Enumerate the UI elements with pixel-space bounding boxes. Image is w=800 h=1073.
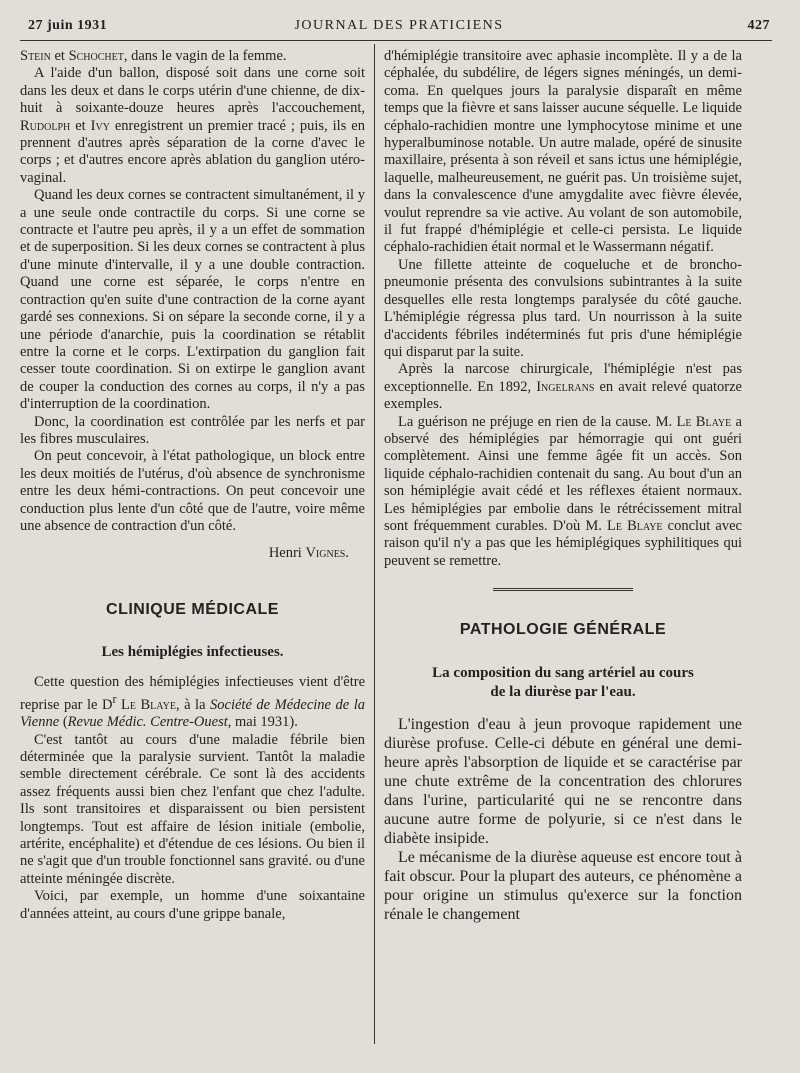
page-number: 427: [747, 18, 770, 33]
section-title: CLINIQUE MÉDICALE: [106, 600, 279, 618]
left-column: [20, 48, 365, 923]
author-name: Le Blaye: [607, 517, 663, 534]
text-run: enregistrent un premier tracé ; puis, ils en prennent d'autres après séparation de la corne d'avec le corps ; et d'autres encore après ablation du ganglion utéro-vaginal.: [20, 117, 365, 186]
text-run: en avait relevé quatorze exemples.: [384, 378, 742, 413]
column-rule: [374, 44, 375, 1044]
author-name: Schochet: [68, 48, 124, 64]
text-run: Cette question des hémiplégies infectieuses vient d'être reprise par le D: [20, 673, 365, 713]
author-name: Le Blaye: [676, 413, 732, 430]
paragraph: Donc, la coordination est contrôlée par les nerfs et par les fibres musculaires.: [20, 413, 365, 447]
header-rule: [20, 40, 772, 41]
paragraph: [20, 674, 365, 732]
superscript: r: [112, 692, 117, 706]
text-run: a observé des hémiplégies par hémorragie qui ont guéri complètement. Ainsi une femme âgée fit un accès. Son liquide céphalo-rachidien contenait du sang. Au bout d'un an son hémiplégie avait cédé et les réflexes étaient normaux. Les hémiplégies par embolie dans le rétrécissement mitral sont fréquemment curables. D'où M.: [384, 413, 742, 534]
paragraph: Une fillette atteinte de coqueluche et de broncho-pneumonie présenta des convulsions subintrantes à la suite desquelles elle resta longtemps paralysée du côté gauche. L'hémiplégie régressa plus tard. Un nourrisson à la suite d'accidents fébriles indéterminés fut pris d'une hémiplégie qui disparut par la suite.: [384, 256, 742, 360]
signature-end: .: [345, 545, 349, 562]
section-separator: [493, 588, 633, 593]
article-title: Les hémiplégies infectieuses.: [101, 644, 284, 661]
article-title: de la diurèse par l'eau.: [490, 684, 636, 700]
paragraph: C'est tantôt au cours d'une maladie fébrile bien déterminée que la paralysie survient. Tantôt la maladie semble directement cérébrale. Ce sont là des accidents assez fréquents aussi bien chez l'enfant que chez l'adulte. Ils sont transitoires et disparaissent ou bien persistent longtemps. Tout est affaire de lésion initiale (embolie, artérite, encéphalite) et d'étendue de ces lésions. Ou bien il ne s'agit que d'un trouble fonctionnel sans gravité. ou d'une atteinte méningée discrète.: [20, 731, 365, 887]
text-run: , dans le vagin de la femme.: [123, 48, 287, 64]
right-column: [384, 48, 742, 924]
paragraph: [384, 361, 742, 413]
author-name: Stein: [20, 48, 51, 64]
text-run: conclut avec raison qu'il n'y a pas que les hémiplégiques syphilitiques qui peuvent se remettre.: [384, 517, 742, 569]
paragraph: d'hémiplégie transitoire avec aphasie incomplète. Il y a de la céphalée, du subdélire, de légers signes méningés, un demi-coma. En quelques jours la paralysie disparaît en même temps que la fièvre et sans laisser aucune séquelle. Le liquide céphalo-rachidien montre une lymphocytose minime et une hyperalbuminose notable. Un autre malade, opéré de sinusite maxillaire, présenta à son réveil et sans ictus une hémiplégie, laquelle, malheureusement, ne guérit pas. Un troisième sujet, dans la convalescence d'une amygdalite avec fièvre élevée, voulut reprendre sa vie active. Au volant de son automobile, il fut frappé d'hémiplégie et celle-ci persista. Le liquide céphalo-rachidien était normal et le Wassermann négatif.: [384, 48, 742, 256]
author-name: Le Blaye: [116, 696, 176, 713]
journal-ref: Revue Médic. Centre-Ouest: [67, 714, 228, 731]
text-run: et: [70, 117, 91, 134]
text-run: , mai 1931).: [227, 714, 298, 731]
paragraph: Voici, par exemple, un homme d'une soixantaine d'années atteint, au cours d'une grippe banale,: [20, 888, 365, 922]
text-run: (: [59, 714, 68, 731]
paragraph: [20, 48, 365, 65]
text-run: A l'aide d'un ballon, disposé soit dans une corne soit dans les deux et dans le corps utérin d'une chienne, de dix-huit à soixante-douze heures après l'accouchement,: [20, 65, 365, 117]
article-title: La composition du sang artériel au cours: [432, 664, 694, 681]
journal-title: JOURNAL DES PRATICIENS: [294, 18, 504, 33]
paragraph: [20, 65, 365, 187]
society-name: Société de Médecine de la Vienne: [20, 696, 365, 731]
text-run: et: [50, 48, 69, 64]
text-run: La guérison ne préjuge en rien de la cause. M.: [398, 413, 677, 430]
text-run: , à la: [175, 696, 211, 713]
section-title: PATHOLOGIE GÉNÉRALE: [459, 621, 667, 639]
header-date: 27 juin 1931: [28, 18, 108, 33]
signature-first: Henri: [268, 545, 306, 562]
signature: [20, 545, 349, 562]
page-header: [28, 18, 770, 38]
paragraph: Le mécanisme de la diurèse aqueuse est encore tout à fait obscur. Pour la plupart des auteurs, ce phénomène a pour origine un stimulus qu'exerce sur la fonction rénale le changement: [384, 849, 742, 924]
paragraph: Quand les deux cornes se contractent simultanément, il y a une seule onde contractile du corps. Si une corne se contracte et l'autre peu après, il y a un effet de sommation et de superposition. Si les deux cornes se contractent à plus d'une minute d'intervalle, il y a une double contraction. Quand une corne est séparée, le corps n'entre en contraction qu'en suite d'une contraction de la corne ayant gardé ses connexions. Si on sépare la seconde corne, il y a une période d'anarchie, puis la coordination se rétablit entre la corne et le corps. L'extirpation du ganglion fait cesser toute coordination. Si on extirpe le ganglion avant de couper la conduction des cornes au corps, il n'y a pas d'interruption de la coordination.: [20, 187, 365, 413]
author-name: Rudolph: [20, 117, 71, 134]
author-name: Ivy: [90, 117, 110, 134]
paragraph: L'ingestion d'eau à jeun provoque rapidement une diurèse profuse. Celle-ci débute en général une demi-heure après l'absorption de liquide et se caractérise par une chute extrême de la concentration des chlorures dans l'urine, particularité qui ne se rencontre dans aucune autre forme de polyurie, si ce n'est dans le diabète insipide.: [384, 716, 742, 848]
paragraph: [384, 414, 742, 571]
text-run: Après la narcose chirurgicale, l'hémiplégie n'est pas exceptionnelle. En 1892,: [384, 361, 742, 395]
paragraph: On peut concevoir, à l'état pathologique, un block entre les deux moitiés de l'utérus, d'où absence de synchronisme entre les deux hémi-contractions. On peut concevoir une conduction plus lente d'un côté que de l'autre, voire même une absence de contraction d'un côté.: [20, 448, 365, 534]
author-name: Ingelrans: [536, 378, 595, 395]
signature-last: Vignes: [305, 545, 346, 562]
